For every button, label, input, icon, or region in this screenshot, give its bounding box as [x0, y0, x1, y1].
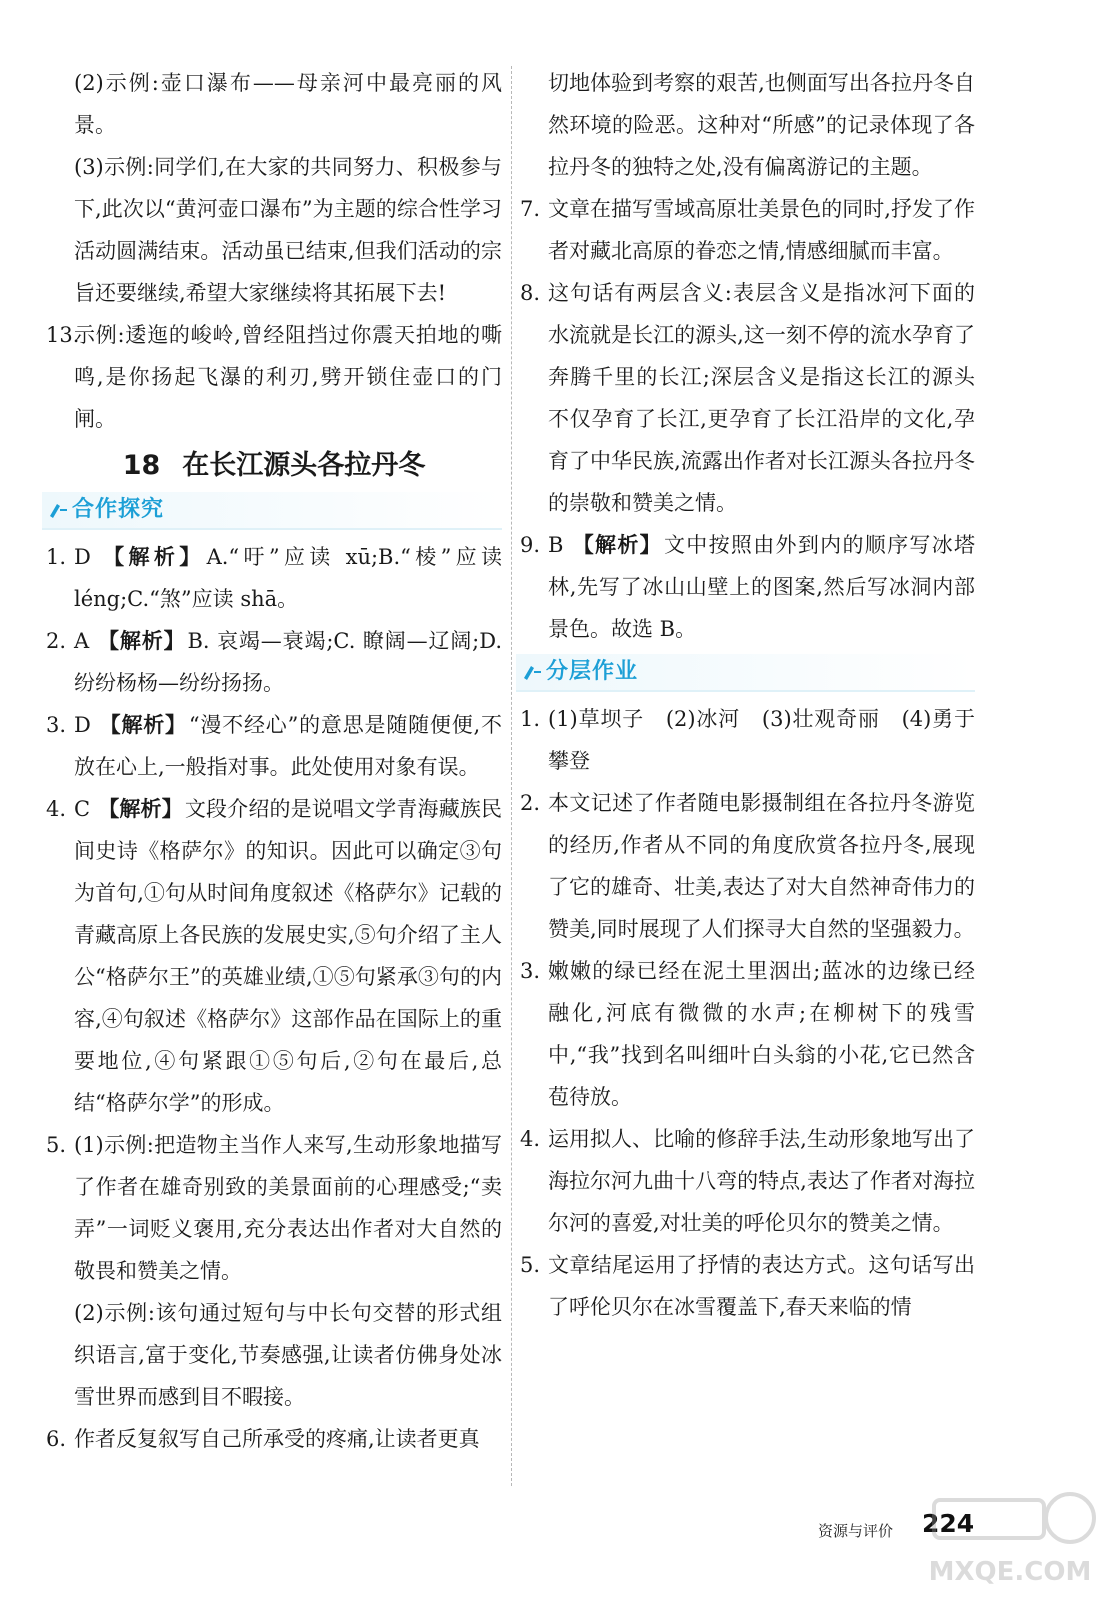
q12-part3: (3)示例:同学们,在大家的共同努力、积极参与下,此次以“黄河壶口瀑布”为主题的综合性学习活动圆满结束。活动虽已结束,但我们活动的宗旨还要继续,希望大家继续将其拓展下去! — [74, 155, 502, 305]
q13 — [46, 314, 502, 440]
item-text: 本文记述了作者随电影摄制组在各拉丹冬游览的经历,作者从不同的角度欣赏各拉丹冬,展现了它的雄奇、壮美,表达了对大自然神奇伟力的赞美,同时展现了人们探寻大自然的坚强毅力。 — [548, 791, 975, 941]
homework-item — [520, 698, 975, 782]
item-number: 8. — [520, 281, 541, 305]
item-number: 3. — [520, 959, 541, 983]
answer-letter: B — [548, 533, 564, 557]
analysis-tag: 【解析】 — [98, 797, 183, 821]
analysis-tag: 【解析】 — [97, 629, 186, 653]
answer-letter: D — [74, 545, 91, 569]
homework-item — [520, 1244, 975, 1328]
watermark-text: MXQE.COM — [928, 1557, 1092, 1587]
item-number: 1. — [520, 707, 541, 731]
item-text: 文章结尾运用了抒情的表达方式。这句话写出了呼伦贝尔在冰雪覆盖下,春天来临的情 — [548, 1253, 975, 1319]
analysis-tag: 【解析】 — [98, 713, 187, 737]
answer-item — [46, 704, 502, 788]
watermark-logo — [920, 1484, 1100, 1594]
answer-item-5 — [46, 1124, 502, 1292]
column-divider — [511, 66, 512, 1486]
right-column — [520, 62, 975, 1328]
section-label: 合作探究 — [72, 497, 165, 522]
item-text: 运用拟人、比喻的修辞手法,生动形象地写出了海拉尔河九曲十八弯的特点,表达了作者对海拉尔河的喜爱,对壮美的呼伦贝尔的赞美之情。 — [548, 1127, 975, 1235]
item-number: 6. — [46, 1427, 67, 1451]
item-text: 文段介绍的是说唱文学青海藏族民间史诗《格萨尔》的知识。因此可以确定③句为首句,①句从时间角度叙述《格萨尔》记载的青藏高原上各民族的发展史实,⑤句介绍了主人公“格萨尔王”的英雄业绩,①⑤句紧承③句的内容,④句叙述《格萨尔》这部作品在国际上的重要地位,④句紧跟①⑤句后,②句在最后,总结“格萨尔学”的形成。 — [74, 797, 503, 1115]
answer-item-5-part2: (2)示例:该句通过短句与中长句交替的形式组织语言,富于变化,节奏感强,让读者仿佛身处冰雪世界而感到目不暇接。 — [74, 1301, 502, 1409]
analysis-tag: 【解析】 — [98, 545, 205, 569]
answer-item — [520, 524, 975, 650]
answer-item — [520, 188, 975, 272]
lesson-name: 在长江源头各拉丹冬 — [182, 450, 426, 481]
lesson-number: 18 — [122, 450, 161, 481]
answer-item — [46, 536, 502, 620]
item-text: B. 哀竭—衰竭;C. 瞭阔—辽阔;D. 纷纷杨杨—纷纷扬扬。 — [74, 629, 503, 695]
answer-item — [520, 272, 975, 524]
section-header-cooperative-inquiry — [42, 492, 502, 530]
answer-item-6-continued: 切地体验到考察的艰苦,也侧面写出各拉丹冬自然环境的险恶。这种对“所感”的记录体现了各拉丹冬的独特之处,没有偏离游记的主题。 — [548, 71, 975, 179]
item-number: 13. — [46, 323, 80, 347]
answer-item-6 — [46, 1418, 502, 1460]
analysis-tag: 【解析】 — [571, 533, 662, 557]
item-number: 4. — [46, 797, 67, 821]
q12-part2: (2)示例:壶口瀑布——母亲河中最亮丽的风景。 — [74, 71, 502, 137]
homework-item — [520, 1118, 975, 1244]
item-number: 4. — [520, 1127, 541, 1151]
item-number: 3. — [46, 713, 67, 737]
item-number: 5. — [46, 1133, 67, 1157]
left-column — [46, 62, 502, 1460]
item-text: 作者反复叙写自己所承受的疼痛,让读者更真 — [74, 1427, 480, 1451]
footer-label: 资源与评价 — [818, 1522, 894, 1540]
answer-letter: A — [74, 629, 90, 653]
item-text: 文中按照由外到内的顺序写冰塔林,先写了冰山山壁上的图案,然后写冰洞内部景色。故选 B。 — [548, 533, 976, 641]
lesson-title — [46, 446, 502, 486]
section-header-layered-homework — [516, 654, 975, 692]
item-number: 9. — [520, 533, 541, 557]
item-number: 1. — [46, 545, 67, 569]
item-text: 文章在描写雪域高原壮美景色的同时,抒发了作者对藏北高原的眷恋之情,情感细腻而丰富。 — [548, 197, 975, 263]
item-number: 7. — [520, 197, 541, 221]
answer-letter: C — [74, 797, 91, 821]
item-text: 嫩嫩的绿已经在泥土里洇出;蓝冰的边缘已经融化,河底有微微的水声;在柳树下的残雪中,“我”找到名叫细叶白头翁的小花,它已然含苞待放。 — [548, 959, 975, 1109]
item-text: A.“吁”应读 xū;B.“棱”应读 léng;C.“煞”应读 shā。 — [74, 545, 502, 611]
item-text: (1)示例:把造物主当作人来写,生动形象地描写了作者在雄奇别致的美景面前的心理感受;“卖弄”一词贬义褒用,充分表达出作者对大自然的敬畏和赞美之情。 — [74, 1133, 502, 1283]
item-number: 5. — [520, 1253, 541, 1277]
item-number: 2. — [520, 791, 541, 815]
item-text: 示例:逶迤的峻岭,曾经阻挡过你震天拍地的嘶鸣,是你扬起飞瀑的利刃,劈开锁住壶口的门闸。 — [74, 323, 502, 431]
item-number: 2. — [46, 629, 67, 653]
answer-item — [46, 620, 502, 704]
item-text: (1)草坝子 (2)冰河 (3)壮观奇丽 (4)勇于攀登 — [548, 707, 975, 773]
pen-icon — [522, 663, 542, 681]
homework-item — [520, 950, 975, 1118]
item-text: 这句话有两层含义:表层含义是指冰河下面的水流就是长江的源头,这一刻不停的流水孕育了奔腾千里的长江;深层含义是指这长江的源头不仅孕育了长江,更孕育了长江沿岸的文化,孕育了中华民族,流露出作者对长江源头各拉丹冬的崇敬和赞美之情。 — [548, 281, 975, 515]
answer-item — [46, 788, 502, 1124]
homework-item — [520, 782, 975, 950]
item-text: “漫不经心”的意思是随随便便,不放在心上,一般指对事。此处使用对象有误。 — [74, 713, 502, 779]
section-label: 分层作业 — [546, 659, 639, 684]
answer-letter: D — [74, 713, 91, 737]
pen-icon — [48, 501, 68, 519]
page-number: 224 — [922, 1509, 975, 1538]
